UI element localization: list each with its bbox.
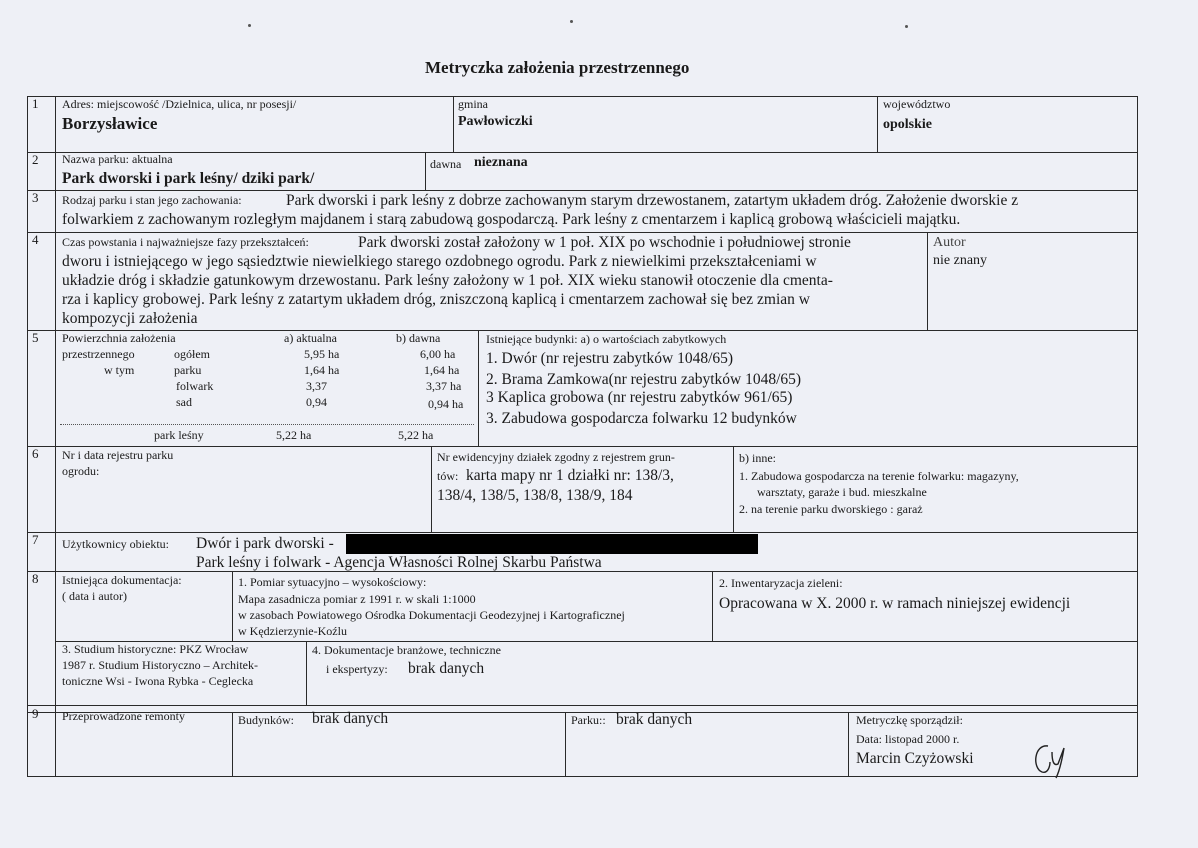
repairs-park-value: brak danych	[616, 711, 693, 728]
area-item-former: 3,37 ha	[426, 379, 462, 393]
register-label: Nr i data rejestru parku	[62, 448, 174, 462]
area-item-former: 0,94 ha	[428, 397, 464, 411]
frame-line	[27, 532, 1138, 533]
prepared-by-label: Metryczkę sporządził:	[856, 713, 963, 727]
other-item: 1. Zabudowa gospodarcza na terenie folwarku: magazyny,	[739, 469, 1019, 483]
frame-line	[927, 232, 928, 330]
column-former: b) dawna	[396, 331, 441, 345]
forest-park-name: park leśny	[154, 428, 204, 442]
area-item-current: 0,94	[306, 395, 327, 409]
frame-line	[565, 712, 566, 776]
documentation-label: Istniejąca dokumentacja:	[62, 573, 182, 587]
doc-survey: Mapa zasadnicza pomiar z 1991 r. w skali 1:1000	[238, 592, 476, 606]
row-number: 4	[32, 232, 39, 247]
gmina-value: Pawłowiczki	[458, 114, 533, 129]
history-text: dworu i istniejącego w jego sąsiedztwie niewielkiego starego ozdobnego ogrodu. Park z niewielkimi przekształceniami w	[62, 253, 817, 270]
row-number: 7	[32, 532, 39, 547]
area-item-name: sad	[176, 395, 192, 409]
frame-line	[431, 446, 432, 532]
park-type-text: Park dworski i park leśny z dobrze zachowanym starym drzewostanem, zatartym układem dróg. Założenie dworskie z	[286, 192, 1019, 209]
area-item-name: folwark	[176, 379, 214, 393]
frame-line	[55, 96, 56, 776]
plots-label: Nr ewidencyjny działek zgodny z rejestrem grun-	[437, 450, 675, 464]
redaction-bar	[346, 534, 758, 554]
frame-line	[425, 152, 426, 190]
repairs-label: Przeprowadzone remonty	[62, 709, 185, 723]
plots-value: karta mapy nr 1 działki nr: 138/3,	[466, 467, 674, 484]
doc-greenery-value: Opracowana w X. 2000 r. w ramach niniejszej ewidencji	[719, 595, 1071, 612]
building-item: 1. Dwór (nr rejestru zabytków 1048/65)	[486, 350, 734, 367]
plots-value: 138/4, 138/5, 138/8, 138/9, 184	[437, 487, 633, 504]
doc-historical: 1987 r. Studium Historyczno – Architek-	[62, 658, 258, 672]
area-item-name: parku	[174, 363, 202, 377]
gmina-label: gmina	[458, 97, 488, 111]
frame-line	[27, 232, 1138, 233]
frame-line	[27, 776, 1138, 777]
prepared-by-value: Marcin Czyżowski	[856, 750, 974, 767]
area-label: Powierzchnia założenia	[62, 331, 176, 345]
scan-speck	[570, 20, 573, 23]
area-item-name: ogółem	[174, 347, 210, 361]
register-label: ogrodu:	[62, 464, 100, 478]
author-value: nie znany	[933, 253, 988, 268]
frame-line	[848, 712, 849, 776]
frame-line	[27, 330, 1138, 331]
row-number: 5	[32, 330, 39, 345]
doc-technical-label: 4. Dokumentacje branżowe, techniczne	[312, 643, 501, 657]
area-label: w tym	[104, 363, 135, 377]
frame-line	[453, 96, 454, 152]
frame-line	[232, 571, 233, 641]
frame-line	[27, 446, 1138, 447]
history-text: rza i kaplicy grobowej. Park leśny z zatartym układem dróg, zniszczoną kaplicą i cmentarzem zachował się bez zmian w	[62, 291, 810, 308]
area-item-current: 5,95 ha	[304, 347, 340, 361]
repairs-buildings-value: brak danych	[312, 710, 389, 727]
frame-line	[877, 96, 878, 152]
frame-line	[27, 705, 1138, 706]
building-item: 2. Brama Zamkowa(nr rejestru zabytków 1048/65)	[486, 371, 802, 388]
other-item: 2. na terenie parku dworskiego : garaż	[739, 502, 923, 516]
author-label: Autor	[933, 235, 966, 250]
park-type-label: Rodzaj parku i stan jego zachowania:	[62, 193, 242, 207]
forest-park-current: 5,22 ha	[276, 428, 312, 442]
address-label: Adres: miejscowość /Dzielnica, ulica, nr posesji/	[62, 97, 297, 111]
doc-historical: toniczne Wsi - Iwona Rybka - Ceglecka	[62, 674, 254, 688]
frame-line	[712, 571, 713, 641]
row-number: 8	[32, 571, 39, 586]
documentation-label: ( data i autor)	[62, 589, 127, 603]
row-number: 3	[32, 190, 39, 205]
area-item-former: 6,00 ha	[420, 347, 456, 361]
history-label: Czas powstania i najważniejsze fazy przekształceń:	[62, 235, 309, 249]
row-number: 6	[32, 446, 39, 461]
other-item: warsztaty, garaże i bud. mieszkalne	[757, 485, 927, 499]
users-label: Użytkownicy obiektu:	[62, 537, 169, 551]
doc-technical-value: brak danych	[408, 660, 485, 677]
address-value: Borzysławice	[62, 114, 158, 133]
frame-line	[306, 641, 307, 705]
repairs-park-label: Parku::	[571, 713, 606, 727]
prepared-date: Data: listopad 2000 r.	[856, 732, 960, 746]
row-number: 1	[32, 96, 39, 111]
frame-line	[1137, 96, 1138, 776]
history-text: Park dworski został założony w 1 poł. XIX po wschodnie i południowej stronie	[358, 234, 851, 251]
former-name-label: dawna	[430, 157, 462, 171]
plots-label: tów:	[437, 469, 459, 483]
doc-historical: 3. Studium historyczne: PKZ Wrocław	[62, 642, 249, 656]
page-title: Metryczka założenia przestrzennego	[425, 58, 690, 77]
frame-line	[27, 190, 1138, 191]
park-name-value: Park dworski i park leśny/ dziki park/	[62, 170, 315, 187]
frame-line	[232, 712, 233, 776]
area-item-current: 3,37	[306, 379, 327, 393]
dotted-separator	[60, 424, 474, 425]
doc-survey: w Kędzierzynie-Koźlu	[238, 624, 347, 638]
area-item-current: 1,64 ha	[304, 363, 340, 377]
area-item-former: 1,64 ha	[424, 363, 460, 377]
column-current: a) aktualna	[284, 331, 337, 345]
repairs-buildings-label: Budynków:	[238, 713, 295, 727]
users-value: Park leśny i folwark - Agencja Własności Rolnej Skarbu Państwa	[196, 554, 602, 571]
buildings-label: Istniejące budynki: a) o wartościach zabytkowych	[486, 332, 727, 346]
history-text: układzie dróg i składzie gatunkowym drzewostanu. Park leśny założony w 1 poł. XIX wieku stanowił otoczenie dla cmenta-	[62, 272, 833, 289]
scan-speck	[905, 25, 908, 28]
former-name-value: nieznana	[474, 155, 528, 170]
frame-line	[27, 152, 1138, 153]
row-number: 2	[32, 152, 39, 167]
users-value: Dwór i park dworski -	[196, 535, 334, 552]
frame-line	[733, 446, 734, 532]
voivodeship-value: opolskie	[883, 117, 933, 132]
area-label: przestrzennego	[62, 347, 135, 361]
voivodeship-label: województwo	[883, 97, 951, 111]
doc-technical-label: i ekspertyzy:	[326, 662, 388, 676]
frame-line	[27, 96, 28, 776]
history-text: kompozycji założenia	[62, 310, 198, 327]
other-label: b) inne:	[739, 451, 776, 465]
doc-greenery-label: 2. Inwentaryzacja zieleni:	[719, 576, 843, 590]
building-item: 3. Zabudowa gospodarcza folwarku 12 budynków	[486, 410, 797, 427]
building-item: 3 Kaplica grobowa (nr rejestru zabytków 961/65)	[486, 389, 793, 406]
row-number: 9	[32, 706, 39, 721]
signature-image	[1030, 738, 1078, 782]
doc-survey: w zasobach Powiatowego Ośrodka Dokumentacji Geodezyjnej i Kartograficznej	[238, 608, 625, 622]
scan-speck	[248, 24, 251, 27]
doc-survey: 1. Pomiar sytuacyjno – wysokościowy:	[238, 575, 427, 589]
park-name-label: Nazwa parku: aktualna	[62, 152, 173, 166]
frame-line	[478, 330, 479, 446]
park-type-text: folwarkiem z zachowanym rozległym majdanem i starą zabudową gospodarczą. Park leśny z cmentarzem i kaplicą grobową właścicieli majątku.	[62, 211, 961, 228]
forest-park-former: 5,22 ha	[398, 428, 434, 442]
